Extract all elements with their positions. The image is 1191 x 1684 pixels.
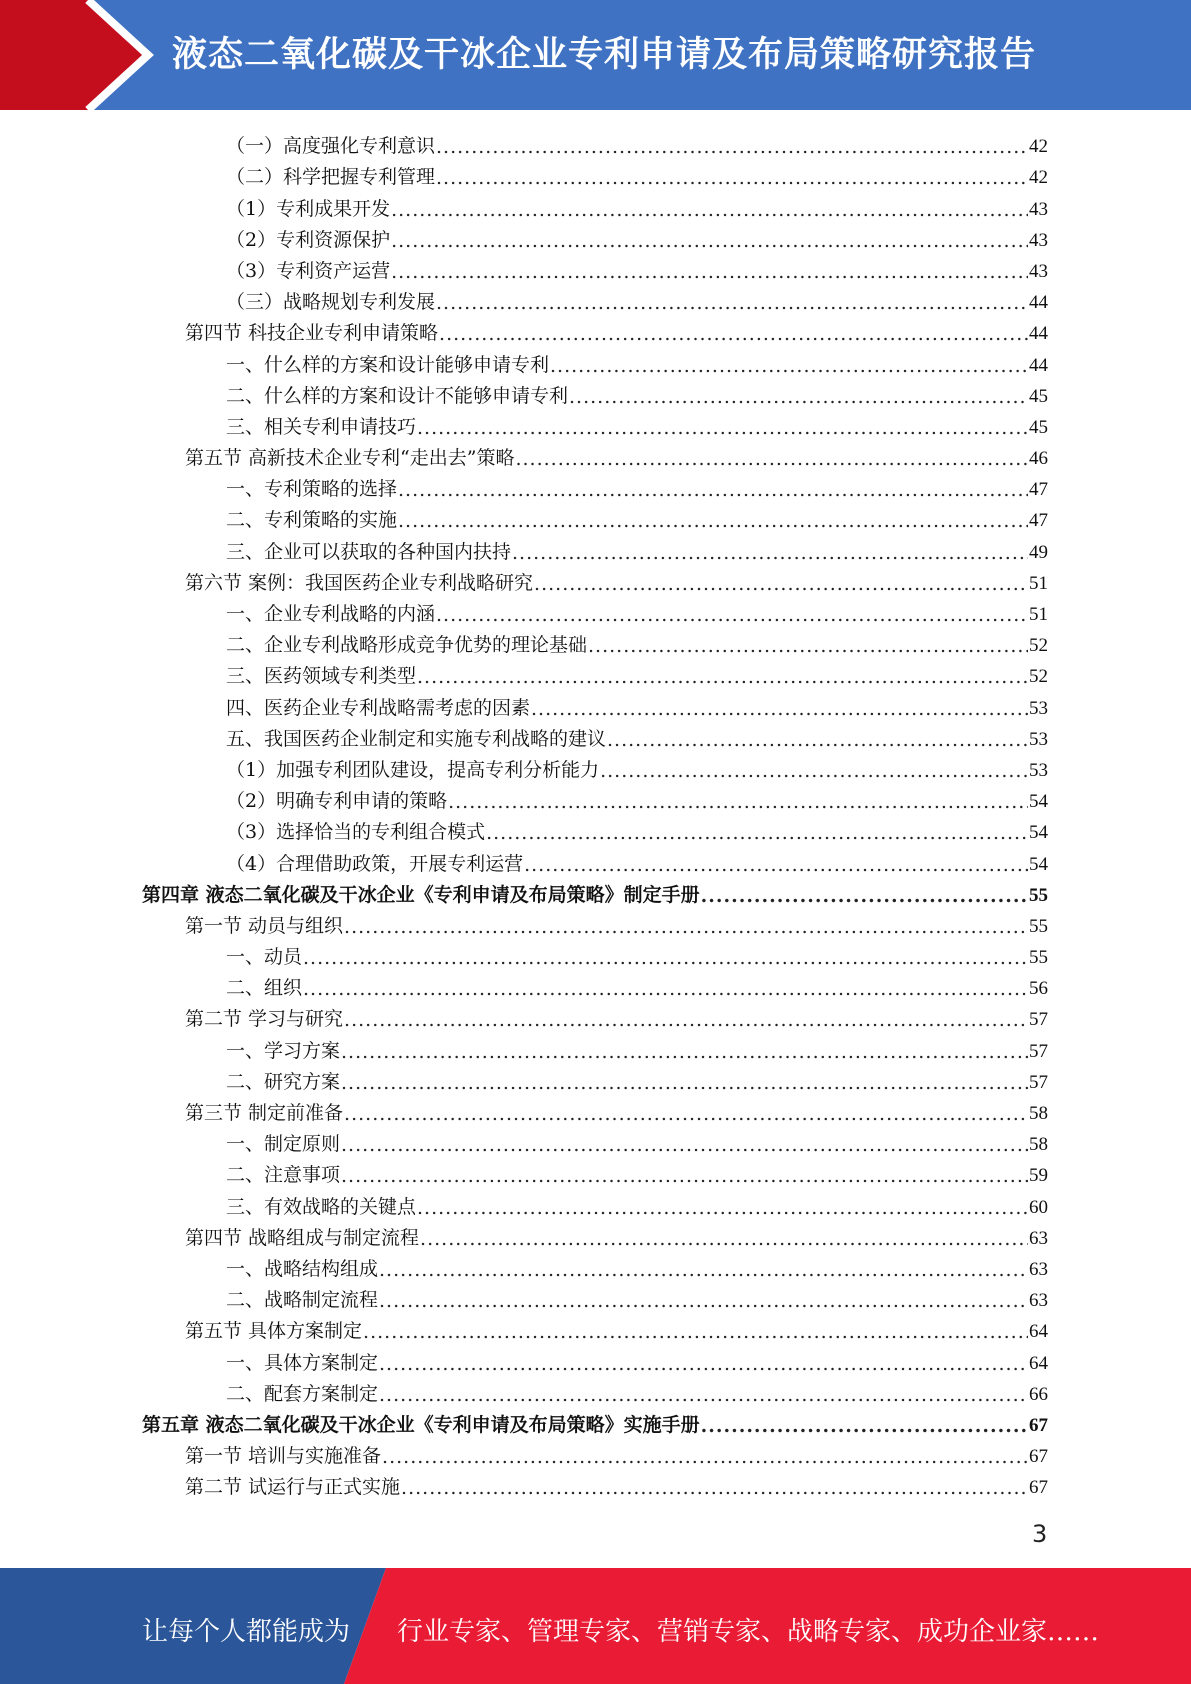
toc-dot-leader [341, 1165, 1028, 1187]
toc-entry-page: 43 [1029, 198, 1048, 220]
toc-entry-page: 63 [1029, 1290, 1048, 1312]
toc-entry-label: 第五章 液态二氧化碳及干冰企业《专利申请及布局策略》实施手册 [142, 1413, 700, 1436]
page-number: 3 [1032, 1520, 1048, 1548]
toc-entry-label: （4）合理借助政策，开展专利运营 [226, 852, 524, 875]
page-footer [0, 1568, 1191, 1684]
toc-entry-label: （二）科学把握专利管理 [226, 166, 436, 189]
toc-entry[interactable] [0, 595, 1048, 626]
footer-slogan-right: 行业专家、管理专家、营销专家、战略专家、成功企业家…… [397, 1617, 1100, 1647]
toc-dot-leader [420, 1228, 1028, 1250]
toc-entry-label: （1）加强专利团队建设，提高专利分析能力 [226, 758, 600, 781]
toc-entry-label: 第一节 动员与组织 [185, 914, 344, 937]
toc-entry[interactable] [0, 1312, 1048, 1343]
toc-entry-label: 二、专利策略的实施 [226, 509, 398, 532]
toc-dot-leader [436, 136, 1028, 158]
toc-entry[interactable] [0, 907, 1048, 938]
toc-entry[interactable] [0, 1219, 1048, 1250]
toc-entry-label: 三、企业可以获取的各种国内扶持 [226, 540, 512, 563]
toc-entry-page: 42 [1029, 167, 1048, 189]
toc-entry-page: 47 [1029, 479, 1048, 501]
toc-entry[interactable] [0, 221, 1048, 252]
toc-entry[interactable] [0, 439, 1048, 470]
toc-entry[interactable] [0, 782, 1048, 813]
toc-entry-label: 一、战略结构组成 [226, 1257, 379, 1280]
toc-entry-label: 第四节 科技企业专利申请策略 [185, 322, 439, 345]
header-red-arrow [0, 0, 148, 110]
toc-entry-page: 63 [1029, 1258, 1048, 1280]
toc-entry[interactable] [0, 720, 1048, 751]
table-of-contents [0, 127, 1191, 1499]
toc-entry-label: 第四章 液态二氧化碳及干冰企业《专利申请及布局策略》制定手册 [142, 883, 700, 906]
toc-dot-leader [436, 167, 1028, 189]
toc-entry-page: 45 [1029, 416, 1048, 438]
toc-entry-label: （3）专利资产运营 [226, 259, 391, 282]
toc-entry-page: 53 [1029, 697, 1048, 719]
header-title: 液态二氧化碳及干冰企业专利申请及布局策略研究报告 [172, 35, 1037, 75]
toc-dot-leader [524, 854, 1028, 876]
toc-entry-label: （3）选择恰当的专利组合模式 [226, 821, 486, 844]
toc-entry-page: 56 [1029, 978, 1048, 1000]
toc-dot-leader [303, 947, 1028, 969]
toc-entry[interactable] [0, 345, 1048, 376]
toc-entry-label: （一）高度强化专利意识 [226, 135, 436, 158]
toc-entry-label: 一、制定原则 [226, 1133, 341, 1156]
toc-entry-page: 45 [1029, 385, 1048, 407]
toc-entry-label: 第一节 培训与实施准备 [185, 1445, 382, 1468]
toc-dot-leader [534, 573, 1028, 595]
toc-chapter-entry[interactable] [0, 1406, 1048, 1437]
toc-entry-page: 53 [1029, 728, 1048, 750]
toc-entry[interactable] [0, 813, 1048, 844]
toc-entry[interactable] [0, 751, 1048, 782]
toc-entry-label: 第六节 案例：我国医药企业专利战略研究 [185, 571, 534, 594]
toc-entry[interactable] [0, 1156, 1048, 1187]
toc-dot-leader [701, 885, 1028, 907]
toc-dot-leader [379, 1259, 1028, 1281]
toc-entry-label: 一、专利策略的选择 [226, 478, 398, 501]
toc-entry-label: 三、医药领域专利类型 [226, 665, 417, 688]
toc-entry-label: 二、注意事项 [226, 1164, 341, 1187]
toc-entry-page: 42 [1029, 136, 1048, 158]
toc-entry-page: 60 [1029, 1196, 1048, 1218]
toc-dot-leader [436, 604, 1028, 626]
footer-slogan-left: 让每个人都能成为 [142, 1617, 351, 1647]
toc-entry-page: 54 [1029, 822, 1048, 844]
toc-dot-leader [391, 199, 1028, 221]
toc-entry-label: 第五节 具体方案制定 [185, 1320, 363, 1343]
toc-entry-page: 64 [1029, 1321, 1048, 1343]
page-header [0, 0, 1191, 110]
toc-entry-label: 二、配套方案制定 [226, 1382, 379, 1405]
toc-entry-page: 64 [1029, 1352, 1048, 1374]
toc-entry-label: 五、我国医药企业制定和实施专利战略的建议 [226, 727, 607, 750]
toc-entry-page: 54 [1029, 791, 1048, 813]
toc-entry-page: 44 [1029, 354, 1048, 376]
toc-entry[interactable] [0, 1031, 1048, 1062]
toc-entry-page: 57 [1029, 1071, 1048, 1093]
toc-dot-leader [398, 510, 1028, 532]
toc-entry-label: 四、医药企业专利战略需考虑的因素 [226, 696, 531, 719]
toc-dot-leader [588, 635, 1028, 657]
toc-entry[interactable] [0, 969, 1048, 1000]
toc-entry-page: 44 [1029, 292, 1048, 314]
toc-entry-page: 57 [1029, 1040, 1048, 1062]
toc-entry-label: 三、有效战略的关键点 [226, 1195, 417, 1218]
toc-entry-label: 第二节 学习与研究 [185, 1008, 344, 1031]
toc-entry[interactable] [0, 1375, 1048, 1406]
toc-dot-leader [569, 386, 1028, 408]
toc-entry-page: 57 [1029, 1009, 1048, 1031]
toc-dot-leader [512, 542, 1028, 564]
toc-entry[interactable] [0, 1063, 1048, 1094]
toc-entry[interactable] [0, 1281, 1048, 1312]
toc-entry-page: 55 [1029, 884, 1048, 906]
toc-dot-leader [600, 760, 1028, 782]
toc-entry-label: 三、相关专利申请技巧 [226, 415, 417, 438]
toc-entry-label: 一、什么样的方案和设计能够申请专利 [226, 353, 550, 376]
toc-entry[interactable] [0, 470, 1048, 501]
toc-dot-leader [436, 292, 1028, 314]
toc-entry-label: 一、企业专利战略的内涵 [226, 603, 436, 625]
toc-dot-leader [417, 417, 1028, 439]
toc-dot-leader [701, 1415, 1028, 1437]
toc-entry-page: 55 [1029, 915, 1048, 937]
toc-dot-leader [341, 1072, 1028, 1094]
toc-entry-page: 58 [1029, 1103, 1048, 1124]
toc-entry[interactable] [0, 657, 1048, 688]
toc-entry-label: 二、企业专利战略形成竞争优势的理论基础 [226, 634, 588, 657]
toc-dot-leader [344, 1103, 1028, 1125]
toc-dot-leader [439, 323, 1028, 345]
toc-entry-label: 第三节 制定前准备 [185, 1102, 344, 1124]
toc-entry-page: 44 [1029, 323, 1048, 345]
toc-entry-label: 一、动员 [226, 946, 303, 969]
toc-dot-leader [382, 1446, 1028, 1468]
toc-dot-leader [550, 355, 1028, 377]
toc-entry-page: 53 [1029, 759, 1048, 781]
toc-entry-label: 第二节 试运行与正式实施 [185, 1476, 401, 1499]
toc-entry-page: 51 [1029, 604, 1048, 625]
toc-entry[interactable] [0, 1250, 1048, 1281]
toc-dot-leader [486, 822, 1028, 844]
toc-dot-leader [344, 916, 1028, 938]
toc-entry-page: 43 [1029, 229, 1048, 251]
toc-entry-page: 46 [1029, 448, 1048, 470]
toc-dot-leader [398, 479, 1028, 501]
toc-entry[interactable] [0, 564, 1048, 595]
toc-entry[interactable] [0, 844, 1048, 875]
toc-entry-page: 66 [1029, 1383, 1048, 1405]
toc-entry[interactable] [0, 688, 1048, 719]
toc-entry[interactable] [0, 1343, 1048, 1374]
toc-entry-label: 第五节 高新技术企业专利“走出去”策略 [185, 447, 515, 470]
toc-entry-page: 58 [1029, 1134, 1048, 1156]
toc-dot-leader [391, 230, 1028, 252]
toc-dot-leader [417, 1197, 1028, 1219]
toc-entry-page: 67 [1029, 1477, 1048, 1499]
toc-entry[interactable] [0, 1468, 1048, 1499]
toc-entry-page: 59 [1029, 1165, 1048, 1187]
toc-dot-leader [344, 1009, 1028, 1031]
toc-entry[interactable] [0, 501, 1048, 532]
toc-entry-label: 二、什么样的方案和设计不能够申请专利 [226, 384, 569, 407]
toc-entry-label: （2）明确专利申请的策略 [226, 790, 448, 813]
toc-entry-label: 第四节 战略组成与制定流程 [185, 1226, 420, 1249]
toc-entry-label: 一、学习方案 [226, 1039, 341, 1062]
toc-dot-leader [303, 978, 1028, 1000]
toc-entry[interactable] [0, 1125, 1048, 1156]
toc-entry-label: （三）战略规划专利发展 [226, 291, 436, 314]
toc-entry[interactable] [0, 938, 1048, 969]
toc-entry-page: 43 [1029, 260, 1048, 282]
toc-entry-label: 二、组织 [226, 977, 303, 1000]
toc-entry-page: 51 [1029, 572, 1048, 594]
toc-entry-label: 二、战略制定流程 [226, 1289, 379, 1312]
toc-entry-page: 67 [1029, 1414, 1048, 1436]
toc-entry[interactable] [0, 314, 1048, 345]
toc-entry-label: （2）专利资源保护 [226, 228, 391, 251]
toc-entry-page: 54 [1029, 853, 1048, 875]
toc-entry-page: 52 [1029, 635, 1048, 657]
toc-dot-leader [531, 698, 1028, 720]
toc-dot-leader [515, 448, 1028, 470]
toc-entry[interactable] [0, 1187, 1048, 1218]
toc-dot-leader [391, 261, 1028, 283]
toc-entry[interactable] [0, 158, 1048, 189]
toc-entry[interactable] [0, 626, 1048, 657]
toc-entry[interactable] [0, 189, 1048, 220]
toc-entry[interactable] [0, 1437, 1048, 1468]
toc-entry-label: （1）专利成果开发 [226, 197, 391, 220]
toc-entry[interactable] [0, 283, 1048, 314]
toc-entry[interactable] [0, 532, 1048, 563]
toc-dot-leader [448, 791, 1028, 813]
toc-dot-leader [379, 1290, 1028, 1312]
toc-dot-leader [379, 1384, 1028, 1406]
toc-entry-page: 67 [1029, 1446, 1048, 1468]
toc-dot-leader [379, 1353, 1028, 1375]
toc-entry-label: 二、研究方案 [226, 1070, 341, 1093]
toc-dot-leader [607, 729, 1028, 751]
toc-entry[interactable] [0, 1094, 1048, 1125]
toc-chapter-entry[interactable] [0, 876, 1048, 907]
toc-entry[interactable] [0, 377, 1048, 408]
toc-dot-leader [341, 1041, 1028, 1063]
toc-entry-page: 49 [1029, 541, 1048, 563]
toc-entry[interactable] [0, 252, 1048, 283]
toc-dot-leader [341, 1134, 1028, 1156]
toc-entry-page: 47 [1029, 510, 1048, 532]
toc-entry[interactable] [0, 408, 1048, 439]
toc-entry[interactable] [0, 1000, 1048, 1031]
toc-entry-page: 63 [1029, 1227, 1048, 1249]
toc-dot-leader [401, 1477, 1028, 1499]
toc-entry-label: 一、具体方案制定 [226, 1351, 379, 1374]
toc-entry[interactable] [0, 127, 1048, 158]
toc-dot-leader [417, 666, 1028, 688]
toc-entry-page: 55 [1029, 947, 1048, 969]
toc-dot-leader [363, 1321, 1028, 1343]
toc-entry-page: 52 [1029, 666, 1048, 688]
